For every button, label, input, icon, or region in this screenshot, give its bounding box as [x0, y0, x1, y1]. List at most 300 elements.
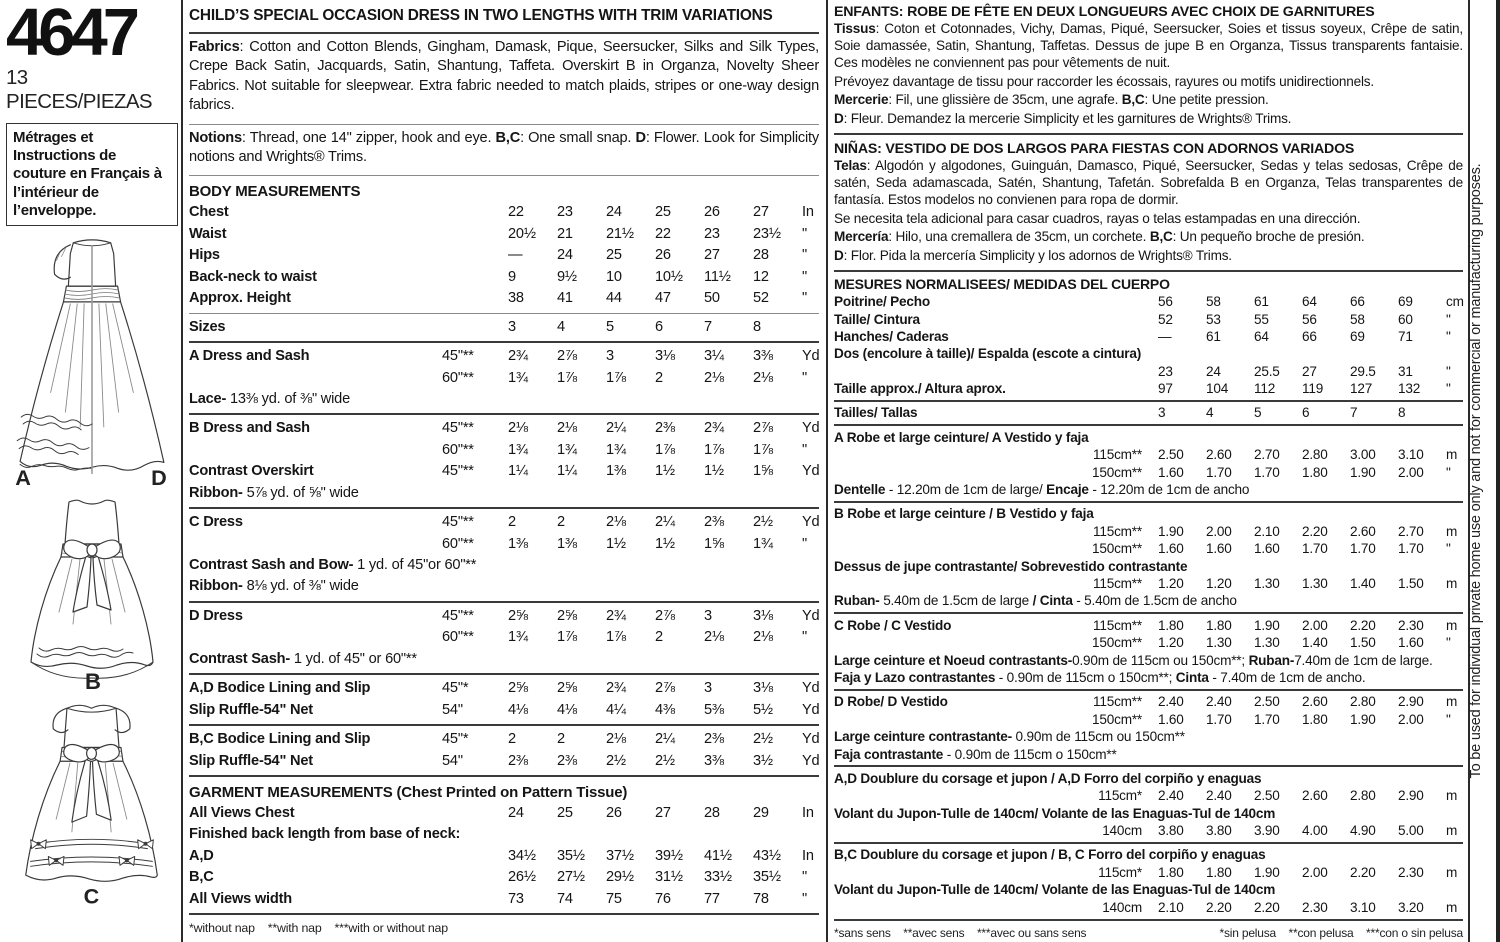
text-segment: D	[635, 129, 646, 146]
row-tl: All Views Chest	[189, 804, 295, 821]
row-tv: 1.90	[1350, 711, 1376, 727]
row-tv: 77	[704, 890, 720, 907]
row-tv: 2.20	[1302, 523, 1328, 539]
text-segment: Dessus de jupe contrastante/ Sobrevestido contrastante	[834, 558, 1188, 574]
row-tw: 115cm**	[1093, 617, 1142, 633]
row-tu: m	[1446, 899, 1458, 915]
table-row	[189, 627, 819, 648]
row-tv: 1⅝	[753, 463, 773, 480]
text-segment: Mercería	[834, 229, 889, 245]
row-tl: Back-neck to waist	[189, 268, 317, 285]
row-tv: 1.60	[1158, 541, 1184, 557]
row-tv: 11½	[704, 268, 731, 285]
row-tv: 1.20	[1158, 575, 1184, 591]
row-tv: 2.00	[1206, 523, 1232, 539]
row-tv: 5½	[753, 701, 773, 718]
row-tl: Poitrine/ Pecho	[834, 294, 930, 310]
table-row	[189, 461, 819, 482]
text-segment: Large ceinture contrastante-	[834, 729, 1012, 745]
row-tv: 22	[655, 225, 671, 242]
row-tv: 3⅜	[753, 348, 773, 365]
text-segment: : Une petite pression.	[1144, 92, 1269, 108]
row-tv: 2.40	[1158, 788, 1184, 804]
footnote-group: *sin pelusa **con pelusa ***con o sin pelusa	[1219, 926, 1463, 941]
row-tv: 2⅛	[606, 514, 626, 531]
row-tw: 115cm**	[1093, 575, 1142, 591]
row-tv: 35½	[557, 847, 585, 864]
row-tv: 1.40	[1302, 635, 1328, 651]
row-tu: "	[802, 890, 807, 907]
row-tu: In	[802, 847, 814, 864]
text-segment: Large ceinture et Noeud contrastants-	[834, 652, 1073, 668]
divider-rule	[834, 765, 1463, 767]
row-tv: 5⅜	[704, 701, 724, 718]
row-tv: 26½	[508, 869, 536, 886]
row-tv: 1.70	[1398, 541, 1424, 557]
text-segment: : Flor. Pida la mercería Simplicity y los adornos de Wrights® Trims.	[843, 248, 1232, 264]
row-tw	[442, 224, 508, 245]
row-tu: Yd	[802, 731, 820, 748]
row-tv: 27	[655, 804, 671, 821]
row-tv: 55	[1254, 311, 1269, 327]
text-segment: - 7.40m de 1cm de ancho.	[1208, 669, 1366, 685]
table-note	[189, 576, 819, 597]
text-segment: - 12.20m de 1cm de ancho	[1088, 482, 1250, 498]
row-tu: m	[1446, 694, 1458, 710]
row-tw	[442, 267, 508, 288]
row-tv: 1.90	[1254, 864, 1280, 880]
row-tv: 1¾	[508, 369, 528, 386]
section-title: CHILD’S SPECIAL OCCASION DRESS IN TWO LENGTHS WITH TRIM VARIATIONS	[189, 7, 773, 24]
row-tu: m	[1446, 447, 1458, 463]
row-tv: 2.20	[1206, 899, 1232, 915]
text-segment: 5⅞ yd. of ⅝" wide	[242, 484, 359, 501]
row-tv: 2½	[753, 514, 773, 531]
row-tv: 66	[1350, 294, 1365, 310]
row-tv: 1¾	[508, 629, 528, 646]
row-tv: 27	[704, 247, 720, 264]
text-segment: 5.40m de 1.5cm de large	[879, 593, 1033, 609]
row-tv: 23	[704, 225, 720, 242]
text-segment: Ribbon-	[189, 484, 243, 501]
row-tu: "	[1446, 311, 1451, 327]
text-segment: : Fleur. Demandez la mercerie Simplicity et les garnitures de Wrights® Trims.	[843, 111, 1292, 127]
row-tl: D Robe/ D Vestido	[834, 694, 948, 710]
row-tv: —	[508, 247, 523, 264]
row-tl: Chest	[189, 204, 229, 221]
table-row	[834, 575, 1463, 592]
row-tv: 2.50	[1254, 694, 1280, 710]
table-note	[189, 555, 819, 576]
footnote	[834, 923, 1463, 940]
row-tv: 47	[655, 290, 671, 307]
row-tv: 22	[508, 204, 524, 221]
paragraph	[834, 92, 1463, 111]
row-tv: 2⅛	[557, 420, 577, 437]
text-segment: 13⅜ yd. of ⅜" wide	[226, 390, 351, 407]
row-tv: 2⅜	[557, 752, 577, 769]
text-segment: Se necesita tela adicional para casar cuadros, rayas o telas estampadas en una dirección.	[834, 210, 1361, 226]
row-tv: 1.70	[1302, 541, 1328, 557]
text-segment: 1 yd. of 45" or 60"**	[290, 650, 417, 667]
row-tl: Approx. Height	[189, 290, 291, 307]
row-tu: In	[802, 804, 814, 821]
row-tv: 1½	[655, 463, 675, 480]
row-tl: Tailles/ Tallas	[834, 405, 918, 421]
text-segment: : Cotton and Cotton Blends, Gingham, Damask, Pique, Seersucker, Silks and Silk Types, Crepe Back Satin, Jacquards, Satin, Shantung, Taffeta. Overskirt B in Organza, Novelty Sheer Fabrics. Not suitable for sleepwear. Extra fabric needed to match plaids, stripes or one-way design fabrics.	[189, 39, 819, 114]
row-tv: 1¾	[557, 441, 577, 458]
divider-rule	[189, 124, 819, 125]
table-note	[834, 728, 1463, 745]
row-tv: 56	[1158, 294, 1173, 310]
table-row	[834, 711, 1463, 728]
row-tv: 1.80	[1302, 464, 1328, 480]
row-tv: 5	[1254, 405, 1262, 421]
row-tv: 2⅛	[753, 629, 773, 646]
row-tv: 71	[1398, 328, 1413, 344]
row-tv: 2	[557, 514, 565, 531]
table-row	[189, 224, 819, 245]
table-note	[834, 770, 1463, 787]
row-tv: 9½	[557, 268, 577, 285]
row-tv: 1¾	[606, 441, 626, 458]
row-tv: 21½	[606, 225, 634, 242]
row-tl: Slip Ruffle-54" Net	[189, 701, 313, 718]
row-tv: 2⅝	[557, 607, 577, 624]
text-segment: B,C Doublure du corsage et jupon / B, C Forro del corpiño y enaguas	[834, 847, 1266, 863]
paragraph	[834, 248, 1463, 267]
row-tu: "	[1446, 711, 1451, 727]
row-tv: 2⅜	[508, 752, 528, 769]
row-tv: 2.60	[1302, 788, 1328, 804]
row-tw	[442, 846, 508, 867]
row-tl	[189, 534, 442, 555]
table-row	[834, 404, 1463, 421]
row-tv: 1.80	[1158, 617, 1184, 633]
row-tv: 3.20	[1398, 899, 1424, 915]
text-segment: Finished back length from base of neck:	[189, 826, 461, 843]
row-tu: "	[802, 290, 807, 307]
row-tv: 1.50	[1350, 635, 1376, 651]
row-tl	[834, 540, 1078, 557]
row-tv: 3.90	[1254, 823, 1280, 839]
row-tl	[834, 822, 1078, 839]
row-tv: 28	[753, 247, 769, 264]
row-tu: Yd	[802, 680, 820, 697]
row-tv: 41½	[704, 847, 732, 864]
row-tu: "	[1446, 381, 1451, 397]
row-tv: 26	[704, 204, 720, 221]
license-vertical-text: To be used for individual private home use only and not for commercial or manufacturing purposes.	[1468, 163, 1484, 779]
table-note	[189, 389, 819, 410]
row-tv: 27	[753, 204, 769, 221]
row-tv: 2.80	[1350, 788, 1376, 804]
table-row	[189, 346, 819, 367]
row-tw: 60"**	[442, 535, 474, 552]
row-tv: 39½	[655, 847, 683, 864]
row-tv: 26	[655, 247, 671, 264]
row-tw: 45"**	[442, 463, 474, 480]
text-segment: - 0.90m de 115cm o 150cm**;	[995, 669, 1176, 685]
table-heading: GARMENT MEASUREMENTS (Chest Printed on Pattern Tissue)	[189, 783, 628, 801]
row-tv: 1⅜	[508, 535, 528, 552]
table-row	[189, 729, 819, 750]
row-tl: C Dress	[189, 514, 243, 531]
row-tv: 6	[655, 318, 663, 335]
row-tu: Yd	[802, 514, 820, 531]
table-row	[189, 288, 819, 309]
divider-rule	[189, 32, 819, 34]
text-segment: D	[834, 111, 844, 127]
row-tv: 29½	[606, 869, 634, 886]
row-tv: 2.80	[1350, 694, 1376, 710]
row-tv: 1⅝	[704, 535, 724, 552]
row-tv: 76	[655, 890, 671, 907]
table-row	[189, 803, 819, 824]
text-segment: 0.90m de 115cm ou 150cm**	[1011, 729, 1185, 745]
row-tv: 66	[1302, 328, 1317, 344]
row-tv: 23	[1158, 363, 1173, 379]
row-tv: 1.30	[1254, 635, 1280, 651]
table-row	[834, 864, 1463, 881]
row-tu	[802, 317, 819, 338]
row-tv: 1⅞	[606, 369, 626, 386]
row-tw: 60"**	[442, 369, 474, 386]
row-tw: 45"**	[442, 514, 474, 531]
row-tl	[834, 787, 1078, 804]
row-tv: 1½	[704, 463, 724, 480]
row-tw: 60"**	[442, 629, 474, 646]
row-tv: 2⅝	[508, 680, 528, 697]
table-row	[189, 846, 819, 867]
table-heading: MESURES NORMALISEES/ MEDIDAS DEL CUERPO	[834, 276, 1170, 293]
row-tu: "	[1446, 363, 1451, 379]
row-tv: 1⅞	[704, 441, 724, 458]
row-tv: 2.00	[1398, 711, 1424, 727]
row-tu: m	[1446, 788, 1458, 804]
row-tu: Yd	[802, 701, 820, 718]
row-tv: 69	[1398, 294, 1413, 310]
row-tv: 1¾	[753, 535, 773, 552]
english-column	[189, 0, 819, 935]
row-tl	[834, 899, 1078, 916]
text-segment: 7.40m de 1cm de large.	[1294, 652, 1433, 668]
row-tv: 2.60	[1350, 523, 1376, 539]
row-tv: 1⅞	[557, 629, 577, 646]
paragraph	[834, 229, 1463, 248]
row-tv: 2.20	[1254, 899, 1280, 915]
row-tv: 27½	[557, 869, 585, 886]
table-row	[834, 899, 1463, 916]
row-tv: 1⅜	[557, 535, 577, 552]
row-tv: 1.70	[1254, 464, 1280, 480]
row-tv: 5	[606, 318, 614, 335]
row-tv: 2	[508, 731, 516, 748]
row-tw: 45"*	[442, 731, 469, 748]
row-tv: 53	[1206, 311, 1221, 327]
row-tw: 115cm**	[1093, 694, 1142, 710]
row-tu: Yd	[802, 607, 820, 624]
row-tv: 2.10	[1158, 899, 1184, 915]
row-tw: 115cm**	[1093, 523, 1142, 539]
row-tv: 78	[753, 890, 769, 907]
row-tv: 1.90	[1158, 523, 1184, 539]
row-tv: 2.10	[1254, 523, 1280, 539]
row-tv: 2	[655, 369, 663, 386]
row-tl	[834, 575, 1078, 592]
footnote-group: *sans sens **avec sens ***avec ou sans sens	[834, 926, 1087, 941]
text-segment: B,C	[1121, 92, 1145, 108]
row-tv: 2⅛	[753, 369, 773, 386]
row-tv: 2.40	[1206, 694, 1232, 710]
row-tv: 127	[1350, 381, 1373, 397]
row-tv: 1.90	[1350, 464, 1376, 480]
row-tw	[442, 867, 508, 888]
row-tv: 2¾	[606, 680, 626, 697]
table-note	[834, 345, 1463, 362]
dress-b-bow	[64, 540, 121, 612]
foreign-column	[834, 0, 1463, 940]
row-tv: 2⅛	[704, 369, 724, 386]
row-tv: 2.70	[1398, 523, 1424, 539]
row-tv: 3⅛	[753, 607, 773, 624]
row-tv: 1.60	[1158, 464, 1184, 480]
row-tw: 150cm**	[1092, 464, 1142, 480]
table-heading: BODY MEASUREMENTS	[189, 183, 361, 201]
row-tu: "	[1446, 635, 1451, 651]
row-tv: 2⅛	[704, 629, 724, 646]
row-tw: 54"	[442, 752, 463, 769]
row-tv: 2.60	[1206, 447, 1232, 463]
pieces-count: 13 PIECES/PIEZAS	[6, 65, 153, 113]
row-tu: "	[802, 247, 807, 264]
row-tv: 9	[508, 268, 516, 285]
row-tw	[1078, 363, 1158, 380]
text-segment: B,C	[1149, 229, 1173, 245]
table-note	[834, 881, 1463, 898]
dress-illustration-a-d	[7, 230, 177, 488]
row-tv: 2.50	[1158, 447, 1184, 463]
row-tw: 54"	[442, 701, 463, 718]
row-tv: 2¾	[508, 348, 528, 365]
row-tl	[834, 523, 1078, 540]
table-row	[834, 328, 1463, 345]
row-tv: 2½	[753, 731, 773, 748]
row-tv: 2.50	[1254, 788, 1280, 804]
row-tv: 29	[753, 804, 769, 821]
paragraph	[189, 37, 819, 121]
row-tl	[834, 864, 1078, 881]
row-tv: 4⅜	[655, 701, 675, 718]
row-tl	[189, 368, 442, 389]
divider-rule	[189, 775, 819, 777]
table-note	[189, 483, 819, 504]
row-tv: 1.70	[1206, 711, 1232, 727]
text-segment: Mercerie	[834, 92, 889, 108]
divider-rule	[834, 133, 1463, 135]
row-tv: 2.40	[1158, 694, 1184, 710]
row-tv: 64	[1302, 294, 1317, 310]
table-row	[834, 293, 1463, 310]
pattern-number: 4647	[6, 0, 136, 70]
row-tv: 4.00	[1302, 823, 1328, 839]
row-tv: 2.30	[1398, 617, 1424, 633]
row-tw: 150cm**	[1092, 635, 1142, 651]
divider-rule	[834, 612, 1463, 614]
text-segment: A,D Doublure du corsage et jupon / A,D Forro del corpiño y enaguas	[834, 770, 1262, 786]
table-row	[834, 822, 1463, 839]
row-tv: 3	[704, 680, 712, 697]
divider-rule	[189, 673, 819, 675]
row-tw: 45"**	[442, 348, 474, 365]
row-tu: m	[1446, 864, 1458, 880]
row-tv: 2¾	[704, 420, 724, 437]
row-tw: 140cm	[1102, 899, 1142, 915]
row-tv: 24	[606, 204, 622, 221]
divider-rule	[834, 689, 1463, 691]
row-tv: 37½	[606, 847, 634, 864]
row-tv: 50	[704, 290, 720, 307]
table-note	[834, 505, 1463, 522]
row-tv: 31½	[655, 869, 683, 886]
table-row	[189, 889, 819, 910]
row-tv: 2⅞	[557, 348, 577, 365]
row-tv: 23½	[753, 225, 781, 242]
row-tv: 64	[1254, 328, 1269, 344]
table-row	[834, 311, 1463, 328]
row-tv: 3½	[753, 752, 773, 769]
text-segment: B Robe et large ceinture / B Vestido y faja	[834, 506, 1094, 522]
row-tv: 3.80	[1206, 823, 1232, 839]
text-segment: Ruban-	[834, 593, 880, 609]
text-segment: Volant du Jupon-Tulle de 140cm/ Volante de las Enaguas-Tul de 140cm	[834, 805, 1276, 821]
row-tw: 115cm*	[1098, 864, 1142, 880]
row-tv: 20½	[508, 225, 536, 242]
divider-rule	[189, 601, 819, 603]
row-tw	[1078, 380, 1158, 397]
row-tv: 2	[508, 514, 516, 531]
row-tv: 2.80	[1302, 447, 1328, 463]
row-tw	[1078, 328, 1158, 345]
row-tv: 1⅞	[606, 629, 626, 646]
row-tu: "	[1446, 328, 1451, 344]
row-tv: 26	[606, 804, 622, 821]
row-tl: All Views width	[189, 890, 292, 907]
row-tv: 1.80	[1158, 864, 1184, 880]
row-tv: 97	[1158, 381, 1173, 397]
row-tv: 3¼	[704, 348, 724, 365]
row-tv: 21	[557, 225, 573, 242]
row-tv: 132	[1398, 381, 1421, 397]
row-tw	[442, 317, 508, 338]
text-segment: Tissus	[834, 21, 876, 36]
row-tv: 104	[1206, 381, 1229, 397]
row-tv: 25	[557, 804, 573, 821]
row-tv: 2⅛	[508, 420, 528, 437]
row-tv: 25	[655, 204, 671, 221]
footnote	[189, 918, 819, 935]
row-tw: 45"**	[442, 420, 474, 437]
row-tv: 1½	[655, 535, 675, 552]
row-tv: 6	[1302, 405, 1310, 421]
row-tv: 1¼	[557, 463, 577, 480]
row-tv: 2½	[655, 752, 675, 769]
row-tv: 1.30	[1302, 575, 1328, 591]
table-row	[189, 700, 819, 721]
row-tv: 3⅜	[704, 752, 724, 769]
divider-rule	[189, 313, 819, 314]
row-tv: 4¼	[606, 701, 626, 718]
